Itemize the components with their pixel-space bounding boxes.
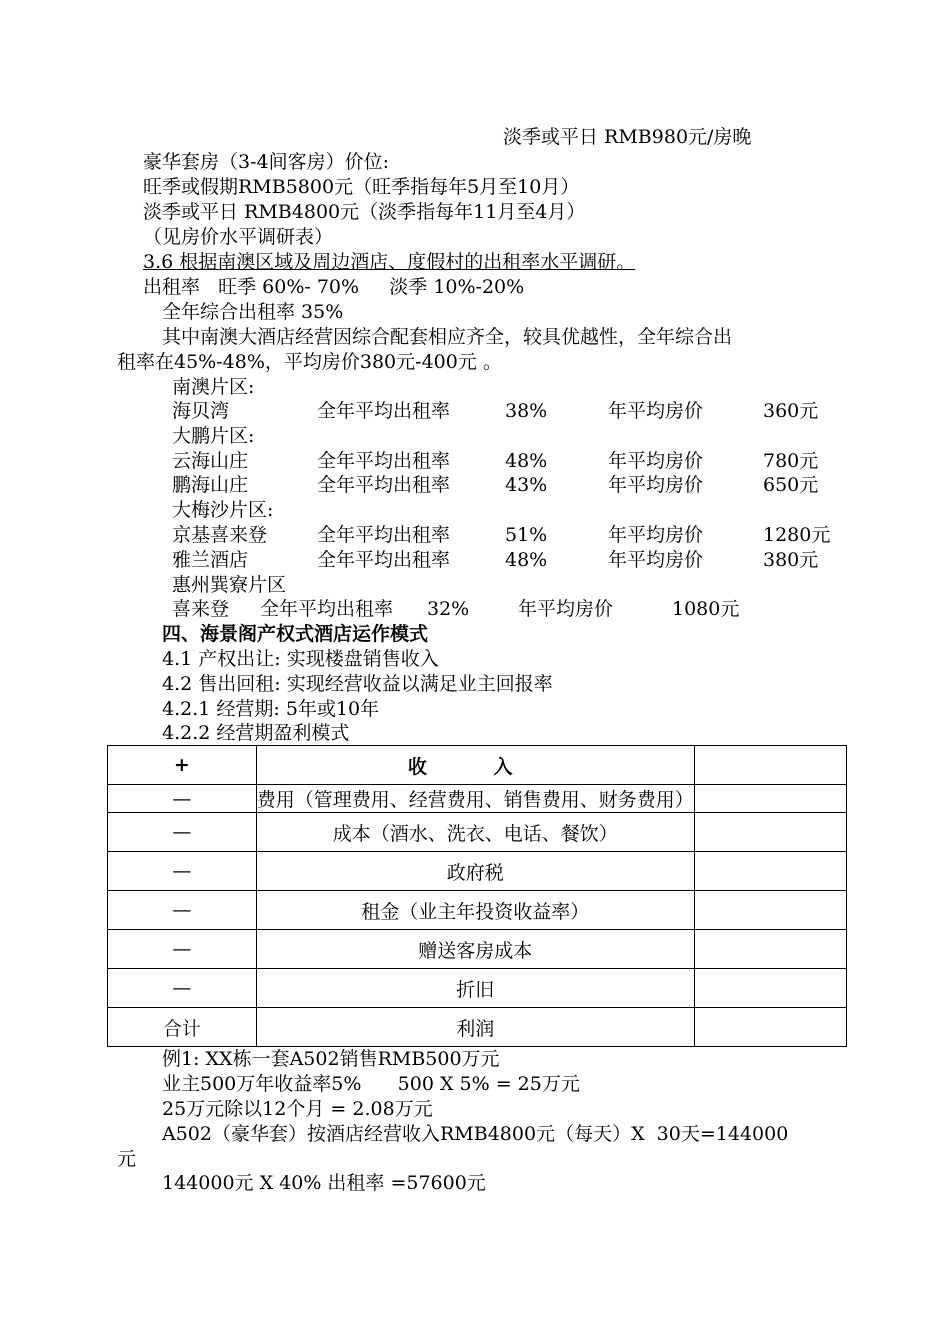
table-cell: 利润: [256, 1008, 694, 1047]
rate-value: 43%: [505, 474, 548, 496]
price-value: 380元: [763, 549, 819, 571]
text-line: 例1: XX栋一套A502销售RMB500万元: [162, 1048, 500, 1070]
text-line: 4.2.1 经营期: 5年或10年: [162, 698, 380, 720]
price-value: 1280元: [763, 524, 831, 546]
text-line: 元: [117, 1148, 137, 1170]
table-row: [108, 852, 847, 891]
table-row: [108, 930, 847, 969]
price-label: 年平均房价: [608, 400, 704, 422]
table-cell: +: [108, 746, 257, 785]
price-label: 年平均房价: [608, 524, 704, 546]
text-line: 出租率 旺季 60%- 70% 淡季 10%-20%: [143, 276, 525, 298]
rate-label: 全年平均出租率: [260, 598, 394, 620]
table-cell: —: [108, 930, 257, 969]
table-cell: 租金（业主年投资收益率）: [256, 891, 694, 930]
text-line: （见房价水平调研表）: [143, 226, 334, 248]
rate-label: 全年平均出租率: [317, 450, 451, 472]
region-label: 大梅沙片区:: [172, 499, 274, 521]
text-line: 全年综合出租率 35%: [162, 301, 344, 323]
table-cell: [694, 746, 846, 785]
text-line: 4.2.2 经营期盈利模式: [162, 722, 350, 744]
text-line: 4.1 产权出让: 实现楼盘销售收入: [162, 648, 439, 670]
price-label: 年平均房价: [608, 474, 704, 496]
text-line: 淡季或平日 RMB4800元（淡季指每年11月至4月）: [143, 201, 586, 223]
text-line: 其中南澳大酒店经营因综合配套相应齐全，较具优越性，全年综合出: [162, 326, 733, 348]
rate-value: 32%: [427, 598, 470, 620]
price-value: 650元: [763, 474, 819, 496]
price-value: 780元: [763, 450, 819, 472]
table-row: [108, 1008, 847, 1047]
table-cell: —: [108, 891, 257, 930]
table-cell: [694, 852, 846, 891]
price-value: 1080元: [672, 598, 740, 620]
table-cell: [694, 1008, 846, 1047]
hotel-name: 雅兰酒店: [172, 549, 249, 571]
price-label: 年平均房价: [608, 450, 704, 472]
text-line: 25万元除以12个月 = 2.08万元: [162, 1098, 433, 1120]
chapter-heading: 四、海景阁产权式酒店运作模式: [162, 623, 429, 645]
table-cell: 政府税: [256, 852, 694, 891]
rate-value: 48%: [505, 549, 548, 571]
text-line: 豪华套房（3-4间客房）价位:: [143, 151, 389, 173]
table-cell: [694, 930, 846, 969]
table-cell: 赠送客房成本: [256, 930, 694, 969]
table-cell: —: [108, 969, 257, 1008]
table-cell: —: [108, 852, 257, 891]
hotel-name: 京基喜来登: [172, 524, 268, 546]
rate-label: 全年平均出租率: [317, 474, 451, 496]
rate-value: 48%: [505, 450, 548, 472]
hotel-name: 云海山庄: [172, 450, 249, 472]
table-row: [108, 969, 847, 1008]
text-line: 租率在45%-48%，平均房价380元-400元 。: [117, 351, 502, 373]
table-row: [108, 813, 847, 852]
table-cell: 折旧: [256, 969, 694, 1008]
rate-value: 51%: [505, 524, 548, 546]
table-cell: 收 入: [256, 746, 694, 785]
price-label: 年平均房价: [518, 598, 614, 620]
text-line: A502（豪华套）按酒店经营收入RMB4800元（每天）X 30天=144000: [162, 1123, 789, 1145]
table-row: [108, 891, 847, 930]
hotel-name: 鹏海山庄: [172, 474, 249, 496]
table-cell: [694, 813, 846, 852]
table-row: [108, 746, 847, 785]
section-heading: 3.6 根据南澳区域及周边酒店、度假村的出租率水平调研。: [143, 251, 636, 273]
rate-label: 全年平均出租率: [317, 524, 451, 546]
region-label: 大鹏片区:: [172, 425, 255, 447]
table-cell: 费用（管理费用、经营费用、销售费用、财务费用）: [256, 785, 694, 813]
table-cell: —: [108, 785, 257, 813]
price-value: 360元: [763, 400, 819, 422]
rate-label: 全年平均出租率: [317, 549, 451, 571]
table-cell: [694, 969, 846, 1008]
text-line: 4.2 售出回租: 实现经营收益以满足业主回报率: [162, 673, 553, 695]
region-label: 惠州巽寮片区: [172, 574, 287, 596]
table-cell: 成本（酒水、洗衣、电话、餐饮）: [256, 813, 694, 852]
price-label: 年平均房价: [608, 549, 704, 571]
text-line: 144000元 X 40% 出租率 =57600元: [162, 1172, 486, 1194]
text-line: 旺季或假期RMB5800元（旺季指每年5月至10月）: [143, 176, 580, 198]
table-cell: 合计: [108, 1008, 257, 1047]
table-cell: [694, 785, 846, 813]
text-line: 淡季或平日 RMB980元/房晚: [503, 126, 752, 148]
rate-value: 38%: [505, 400, 548, 422]
table-row: [108, 785, 847, 813]
hotel-name: 海贝湾: [172, 400, 230, 422]
profit-model-table: [107, 745, 847, 1047]
hotel-name: 喜来登: [172, 598, 230, 620]
table-cell: [694, 891, 846, 930]
rate-label: 全年平均出租率: [317, 400, 451, 422]
text-line: 业主500万年收益率5% 500 X 5% = 25万元: [162, 1073, 580, 1095]
table-cell: —: [108, 813, 257, 852]
region-label: 南澳片区:: [172, 376, 255, 398]
